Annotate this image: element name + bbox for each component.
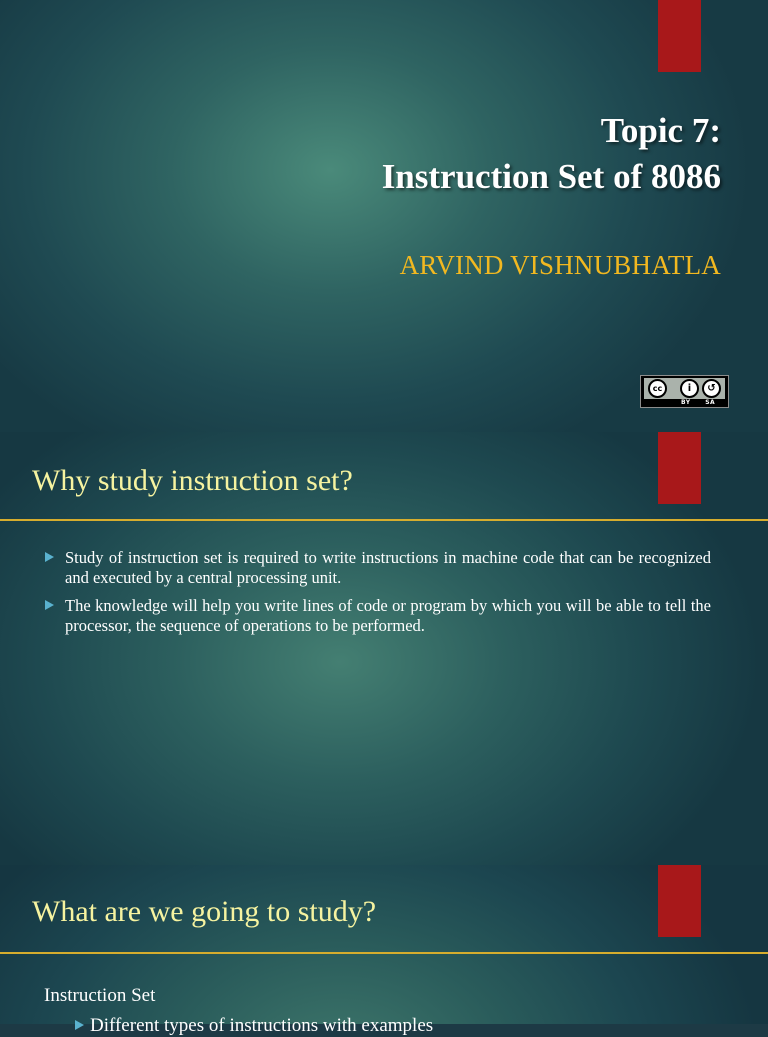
heading-divider [0, 519, 768, 521]
bullet-item [74, 1015, 433, 1037]
bullet-text: Study of instruction set is required to write instructions in machine code that can be recognized and executed by a central processing unit. [65, 548, 711, 587]
red-accent-tab [658, 0, 701, 72]
share-alike-icon: ↺ [702, 379, 721, 398]
content-slide-what-study [0, 865, 768, 1036]
cc-icon: cc [648, 379, 667, 398]
slide-heading: Why study instruction set? [32, 464, 353, 497]
red-accent-tab [658, 865, 701, 937]
bullet-item [44, 596, 711, 636]
subheading: Instruction Set [44, 985, 156, 1006]
bullet-list [44, 548, 711, 644]
bullet-item [44, 548, 711, 588]
bullet-text: The knowledge will help you write lines of code or program by which you will be able to tell the processor, the sequence of operations to be performed. [65, 596, 711, 635]
cc-by-sa-license-badge [640, 375, 729, 408]
slide-heading: What are we going to study? [32, 895, 377, 928]
title-slide [0, 0, 768, 432]
title-line-1: Topic 7: [600, 111, 721, 150]
bullet-arrow-icon [45, 552, 54, 562]
bullet-text: Different types of instructions with examples [90, 1015, 434, 1036]
content-slide-why-study [0, 432, 768, 865]
sa-label: SA [705, 399, 716, 406]
attribution-icon: i [680, 379, 699, 398]
red-accent-tab [658, 432, 701, 504]
heading-divider [0, 952, 768, 954]
by-label: BY [681, 399, 691, 406]
bullet-arrow-icon [45, 600, 54, 610]
author-name: ARVIND VISHNUBHATLA [399, 250, 721, 280]
title-line-2: Instruction Set of 8086 [381, 157, 721, 196]
bullet-arrow-icon [75, 1020, 84, 1030]
slide-title [382, 108, 721, 200]
